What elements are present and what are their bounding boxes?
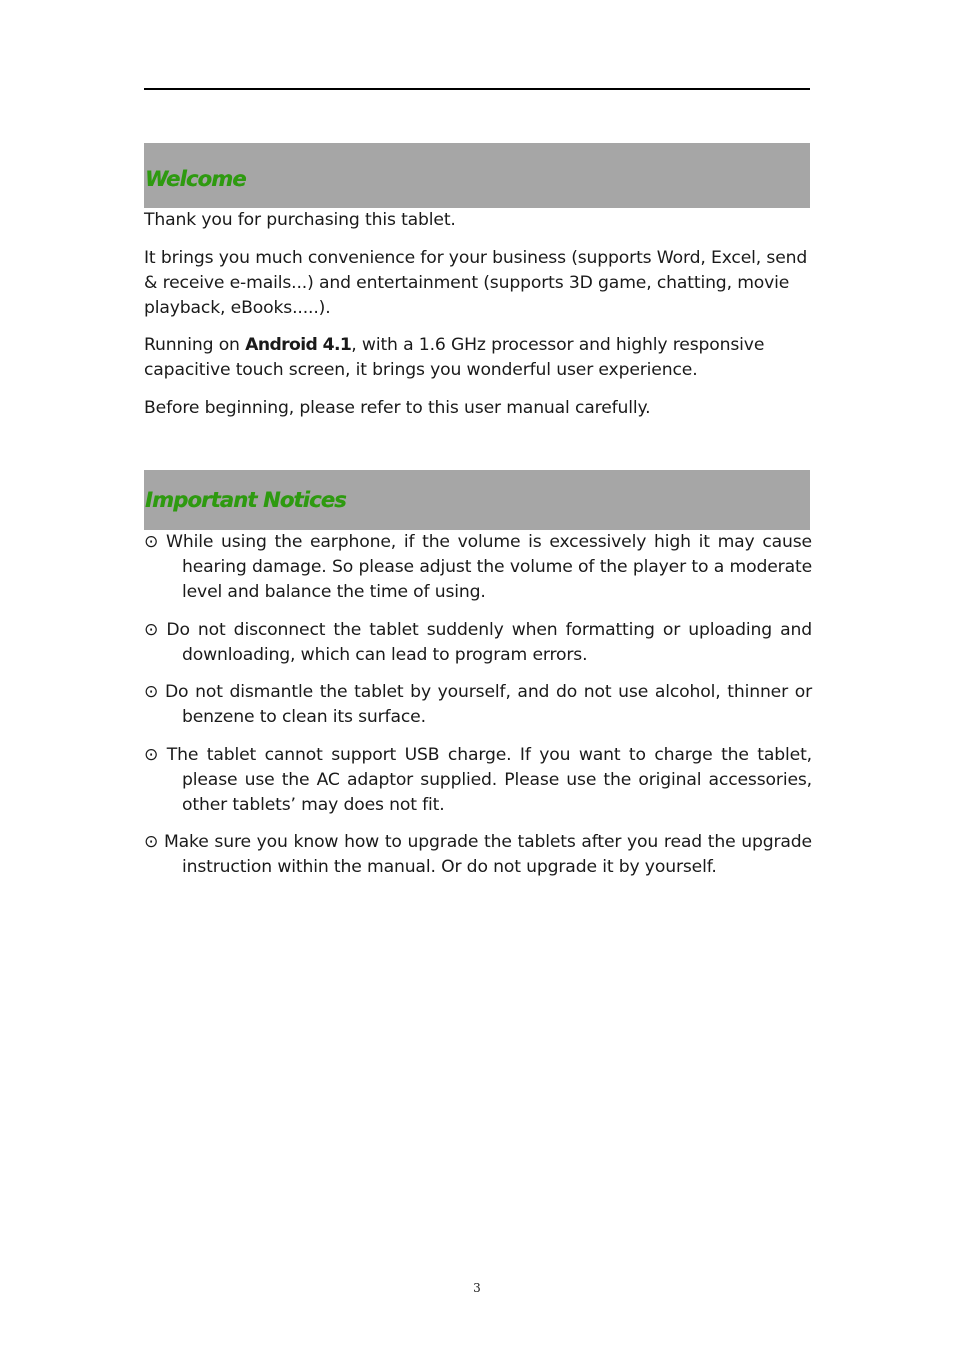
android-version: Android 4.1 — [245, 335, 352, 355]
bullet-icon: ⊙ — [144, 745, 159, 765]
platform-suffix: , with a 1.6 GHz processor and highly responsive capacitive touch screen, it brings you wonderful user experience. — [144, 335, 765, 380]
notices-section-header — [144, 470, 810, 530]
welcome-paragraph-features: It brings you much convenience for your business (supports Word, Excel, send & receive e-mails...) and entertainment (supports 3D game, chatting, movie playback, eBooks.....). — [144, 248, 808, 318]
notice-item — [144, 743, 812, 818]
platform-prefix: Running on — [144, 335, 246, 355]
notice-item — [144, 618, 812, 668]
notice-text: Do not disconnect the tablet suddenly when formatting or uploading and downloading, which can lead to program errors. — [166, 620, 812, 665]
notice-text: The tablet cannot support USB charge. If you want to charge the tablet, please use the AC adaptor supplied. Please use the original accessories, other tablets’ may does not fit. — [166, 745, 812, 815]
notice-text: While using the earphone, if the volume is excessively high it may cause hearing damage. So please adjust the volume of the player to a moderate level and balance the time of using. — [166, 532, 812, 602]
bullet-icon: ⊙ — [144, 620, 159, 640]
bullet-icon: ⊙ — [144, 532, 159, 552]
notices-heading: Important Notices — [145, 488, 346, 512]
bullet-icon: ⊙ — [144, 832, 159, 852]
welcome-section-header — [144, 143, 810, 208]
welcome-paragraph-manual: Before beginning, please refer to this user manual carefully. — [144, 398, 651, 418]
notice-item — [144, 830, 812, 880]
page-number: 3 — [473, 1281, 481, 1295]
notice-text: Do not dismantle the tablet by yourself, and do not use alcohol, thinner or benzene to clean its surface. — [164, 682, 812, 727]
notice-item — [144, 680, 812, 730]
notice-item — [144, 530, 812, 605]
welcome-paragraph-thanks: Thank you for purchasing this tablet. — [144, 210, 456, 230]
welcome-paragraph-platform — [144, 333, 812, 383]
notice-text: Make sure you know how to upgrade the tablets after you read the upgrade instruction within the manual. Or do not upgrade it by yourself. — [164, 832, 812, 877]
welcome-heading: Welcome — [145, 166, 246, 191]
bullet-icon: ⊙ — [144, 682, 159, 702]
header-rule — [144, 88, 810, 90]
